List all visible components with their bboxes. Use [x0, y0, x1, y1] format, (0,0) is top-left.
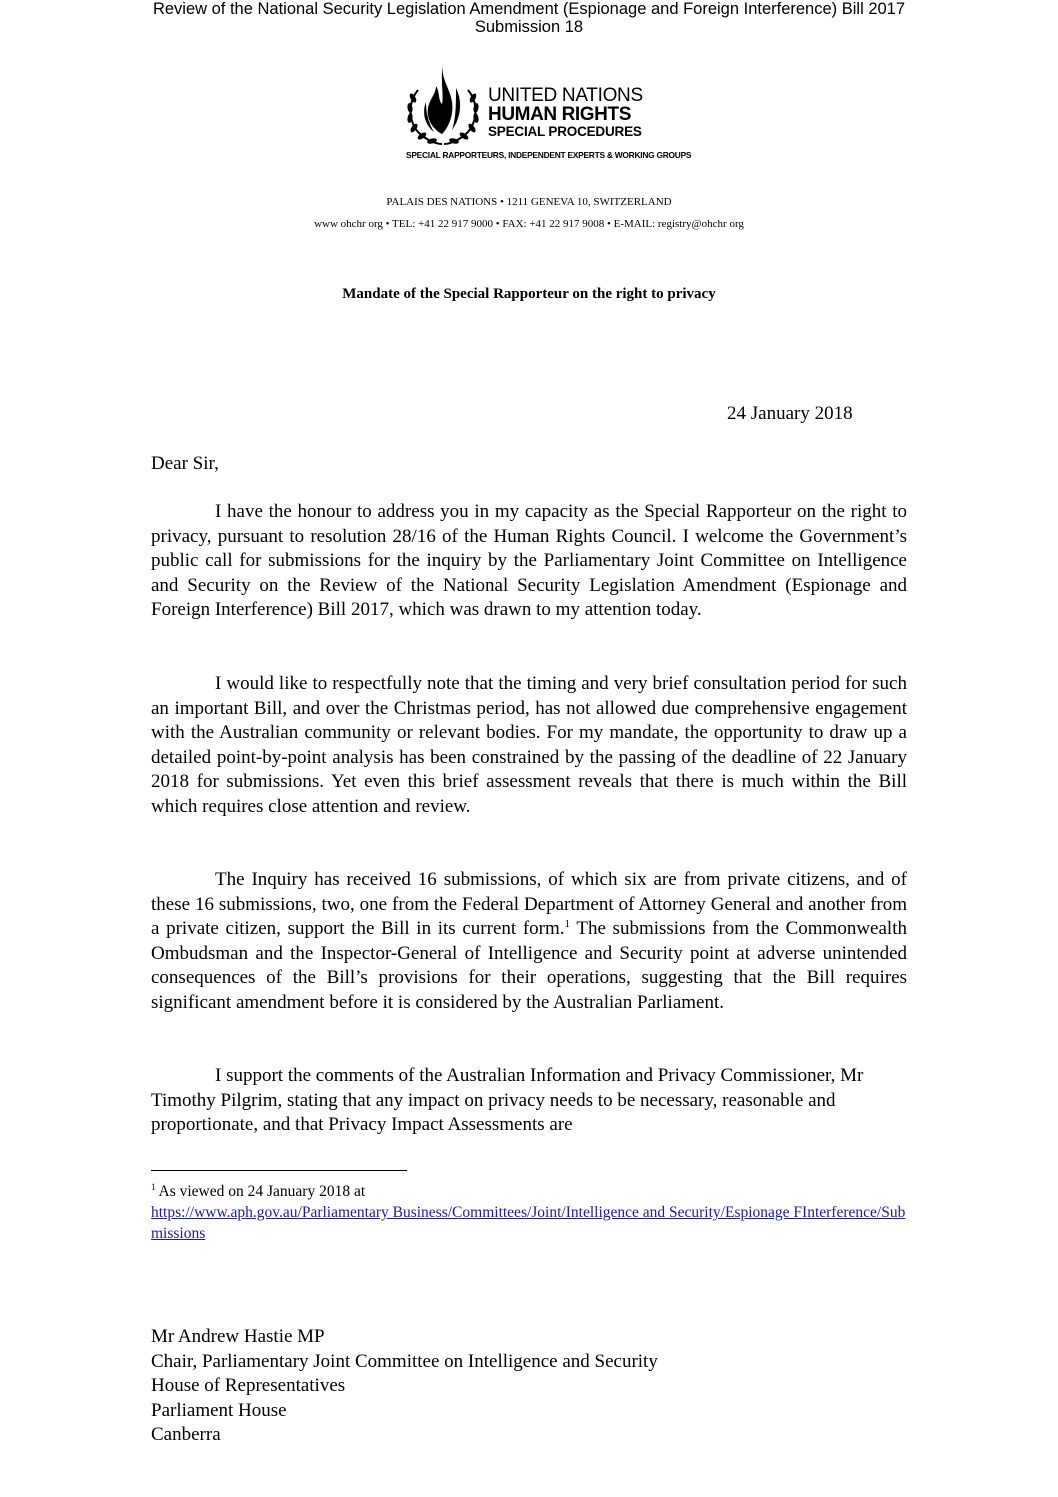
un-emblem-icon — [404, 58, 482, 148]
contact-details: www ohchr org • TEL: +41 22 917 9000 • FAX: +41 22 917 9008 • E-MAIL: registry@ohchr org — [314, 218, 744, 230]
logo-line-united-nations: UNITED NATIONS — [488, 85, 643, 106]
logo-line-special-procedures: SPECIAL PROCEDURES — [488, 124, 642, 139]
footnote — [151, 1181, 911, 1244]
paragraph-3-part-b: The submissions from the Commonwealth Ombudsman and the Inspector-General of Intelligence and Security point at adverse unintended consequences of the Bill’s provisions for their operations, suggesting that the Bill requires significant amendment before it is considered by the Australian Parliament. — [151, 918, 907, 1013]
logo-text — [488, 86, 643, 139]
postal-address: PALAIS DES NATIONS • 1211 GENEVA 10, SWITZERLAND — [386, 196, 672, 208]
mandate-title: Mandate of the Special Rapporteur on the right to privacy — [342, 286, 716, 302]
paragraph-3 — [151, 868, 907, 1015]
footnote-reference[interactable]: 1 — [564, 918, 571, 930]
addressee-name: Mr Andrew Hastie MP — [151, 1326, 325, 1347]
un-human-rights-logo — [404, 58, 692, 163]
letter-date: 24 January 2018 — [727, 403, 853, 424]
addressee-block — [151, 1325, 658, 1448]
paragraph-1: I have the honour to address you in my capacity as the Special Rapporteur on the right to privacy, pursuant to resolution 28/16 of the Human Rights Council. I welcome the Government’s public call for submissions for the inquiry by the Parliamentary Joint Committee on Intelligence and Security on the Review of the National Security Legislation Amendment (Espionage and Foreign Interference) Bill 2017, which was drawn to my attention today. — [151, 501, 907, 620]
addressee-city: Canberra — [151, 1424, 221, 1445]
addressee-house: House of Representatives — [151, 1375, 346, 1396]
footnote-number: 1 — [151, 1182, 156, 1192]
page-header-title: Review of the National Security Legislation Amendment (Espionage and Foreign Interference) Bill 2017 — [152, 0, 906, 18]
page-header — [0, 0, 1058, 36]
page-header-submission: Submission 18 — [474, 18, 584, 36]
addressee-title: Chair, Parliamentary Joint Committee on Intelligence and Security — [151, 1350, 658, 1372]
logo-line-human-rights: HUMAN RIGHTS — [488, 104, 631, 125]
paragraph-2: I would like to respectfully note that the timing and very brief consultation period for such an important Bill, and over the Christmas period, has not allowed due comprehensive engagement with the Australian community or relevant bodies. For my mandate, the opportunity to draw up a detailed point-by-point analysis has been constrained by the passing of the deadline of 22 January 2018 for submissions. Yet even this brief assessment reveals that there is much within the Bill which requires close attention and review. — [151, 673, 907, 817]
paragraph-4: I support the comments of the Australian Information and Privacy Commissioner, Mr Timothy Pilgrim, stating that any impact on privacy needs to be necessary, reasonable and proportionate, and that Privacy Impact Assessments are — [151, 1065, 864, 1135]
paragraph-3-part-a: The Inquiry has received 16 submissions, of which six are from private citizens, and of these 16 submissions, two, one from the Federal Department of Attorney General and another from a private citizen, support the Bill in its current form. — [151, 869, 907, 939]
footnote-divider — [151, 1170, 407, 1171]
salutation: Dear Sir, — [151, 453, 219, 474]
addressee-building: Parliament House — [151, 1399, 287, 1421]
logo-subtitle: SPECIAL RAPPORTEURS, INDEPENDENT EXPERTS & WORKING GROUPS — [406, 150, 692, 160]
footnote-link[interactable]: https://www.aph.gov.au/Parliamentary Business/Committees/Joint/Intelligence and Security/Espionage FInterference/Submissions — [151, 1204, 906, 1242]
footnote-text: As viewed on 24 January 2018 at — [155, 1183, 366, 1200]
